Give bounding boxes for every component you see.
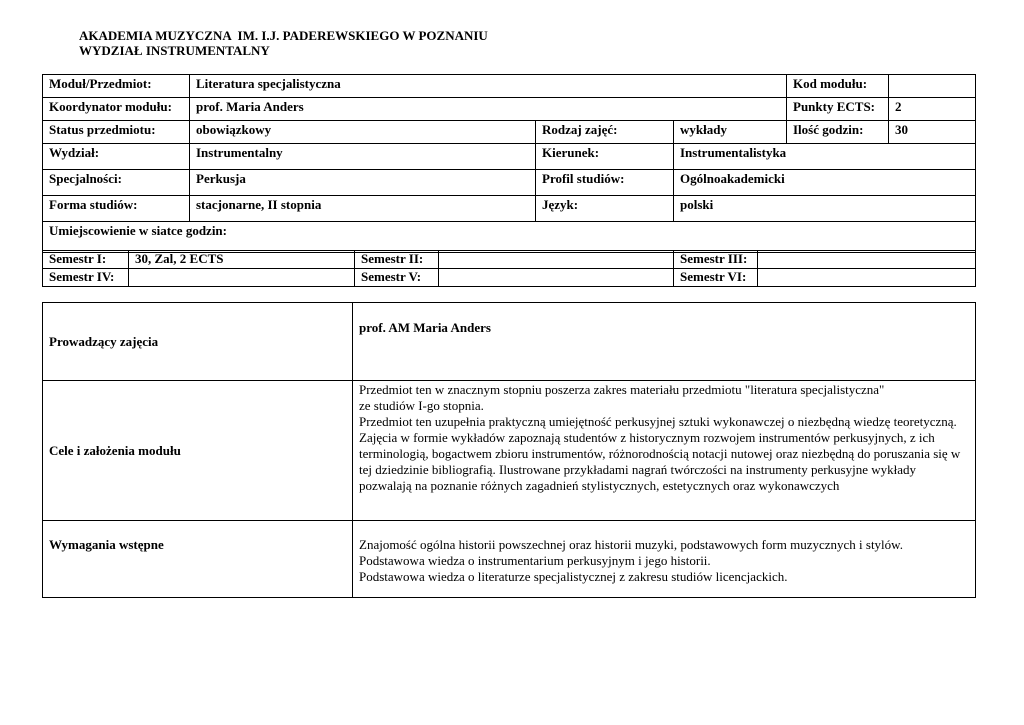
modul-label: Moduł/Przedmiot:	[43, 75, 190, 98]
academy-name: AKADEMIA MUZYCZNA IM. I.J. PADEREWSKIEGO W POZNANIU	[79, 28, 488, 43]
jezyk-label: Język:	[536, 196, 674, 222]
ects-value: 2	[889, 98, 976, 121]
cele-value: Przedmiot ten w znacznym stopniu poszerza zakres materiału przedmiotu "literatura specjalistyczna" ze studiów I-go stopnia. Przedmiot ten uzupełnia praktyczną umiejętność perkusyjnej sztuki wykonawczej o niezbędną wiedzę teoretyczną. Zajęcia w formie wykładów zapoznają studentów z historycznym rozwojem instrumentów perkusyjnych, z ich terminologią, bogactwem zbioru instrumentów, różnorodnością notacji nutowej oraz niezbędną do poruszania się w tej dziedzinie bibliografią. Ilustrowane przykładami nagrań twórczości na instrumenty perkusyjne wykłady pozwalają na poznanie różnych zagadnień stylistycznych, estetycznych oraz wykonawczych	[353, 381, 976, 521]
semestr-6-value	[758, 269, 976, 287]
kierunek-value: Instrumentalistyka	[674, 144, 976, 170]
semestr-3-label: Semestr III:	[674, 251, 758, 269]
semestr-2-value	[439, 251, 674, 269]
row-semesters-2	[43, 269, 976, 287]
semestr-1-label: Semestr I:	[43, 251, 129, 269]
godzin-value: 30	[889, 121, 976, 144]
row-semesters-1	[43, 251, 976, 269]
prowadzacy-label: Prowadzący zajęcia	[43, 303, 353, 381]
row-koordynator	[43, 98, 976, 121]
prowadzacy-value: prof. AM Maria Anders	[353, 303, 976, 381]
forma-label: Forma studiów:	[43, 196, 190, 222]
profil-label: Profil studiów:	[536, 170, 674, 196]
wydzial-label: Wydział:	[43, 144, 190, 170]
koord-label: Koordynator modułu:	[43, 98, 190, 121]
row-cele	[43, 381, 976, 521]
document-header	[79, 28, 488, 58]
row-wydzial	[43, 144, 976, 170]
umiejscowienie-label: Umiejscowienie w siatce godzin:	[43, 222, 976, 253]
kod-value	[889, 75, 976, 98]
rodzaj-value: wykłady	[674, 121, 787, 144]
ects-label: Punkty ECTS:	[787, 98, 889, 121]
jezyk-value: polski	[674, 196, 976, 222]
semestr-6-label: Semestr VI:	[674, 269, 758, 287]
module-details-table	[42, 302, 976, 598]
wymagania-value: Znajomość ogólna historii powszechnej oraz historii muzyki, podstawowych form muzycznych i stylów. Podstawowa wiedza o instrumentarium perkusyjnym i jego historii. Podstawowa wiedza o literaturze specjalistycznej z zakresu studiów licencjackich.	[353, 521, 976, 598]
row-wymagania	[43, 521, 976, 598]
spec-value: Perkusja	[190, 170, 536, 196]
faculty-name: WYDZIAŁ INSTRUMENTALNY	[79, 43, 270, 58]
spec-label: Specjalności:	[43, 170, 190, 196]
koord-value: prof. Maria Anders	[190, 98, 787, 121]
semestr-1-value: 30, Zal, 2 ECTS	[129, 251, 355, 269]
kierunek-label: Kierunek:	[536, 144, 674, 170]
semestr-3-value	[758, 251, 976, 269]
row-specjalnosci	[43, 170, 976, 196]
module-info-table	[42, 74, 976, 253]
row-prowadzacy	[43, 303, 976, 381]
semestr-4-label: Semestr IV:	[43, 269, 129, 287]
profil-value: Ogólnoakademicki	[674, 170, 976, 196]
row-umiejscowienie	[43, 222, 976, 253]
wydzial-value: Instrumentalny	[190, 144, 536, 170]
semestr-4-value	[129, 269, 355, 287]
status-value: obowiązkowy	[190, 121, 536, 144]
godzin-label: Ilość godzin:	[787, 121, 889, 144]
cele-label: Cele i założenia modułu	[43, 381, 353, 521]
semester-table	[42, 250, 976, 287]
row-forma	[43, 196, 976, 222]
modul-value: Literatura specjalistyczna	[190, 75, 787, 98]
row-modul	[43, 75, 976, 98]
row-status	[43, 121, 976, 144]
forma-value: stacjonarne, II stopnia	[190, 196, 536, 222]
semestr-5-value	[439, 269, 674, 287]
status-label: Status przedmiotu:	[43, 121, 190, 144]
rodzaj-label: Rodzaj zajęć:	[536, 121, 674, 144]
semestr-5-label: Semestr V:	[355, 269, 439, 287]
kod-label: Kod modułu:	[787, 75, 889, 98]
semestr-2-label: Semestr II:	[355, 251, 439, 269]
wymagania-label: Wymagania wstępne	[43, 521, 353, 598]
